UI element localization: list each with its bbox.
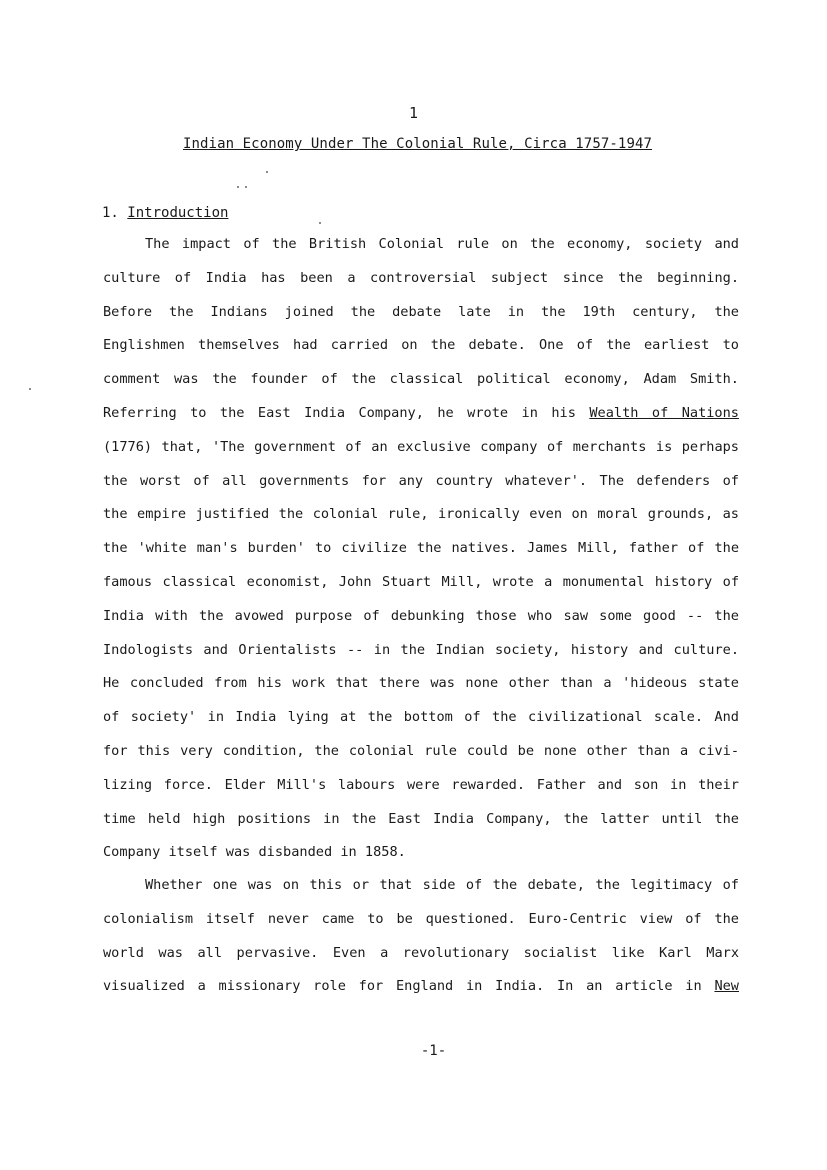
chapter-number: 1 xyxy=(408,104,419,122)
chapter-title: Indian Economy Under The Colonial Rule, Circa 1757-1947 xyxy=(182,136,653,152)
text-line xyxy=(103,397,739,431)
text-line: Whether one was on this or that side of the debate, the legitimacy of xyxy=(145,877,739,893)
section-heading xyxy=(102,205,228,221)
text-line: for this very condition, the colonial rule could be none other than a civi- xyxy=(103,742,739,759)
text-line: world was all pervasive. Even a revolutionary socialist like Karl Marx xyxy=(103,944,739,961)
scan-speck xyxy=(29,388,31,390)
text-line: the worst of all governments for any country whatever'. The defenders of xyxy=(103,472,739,489)
text-line xyxy=(103,970,739,1004)
scan-speck xyxy=(319,222,321,224)
newspaper-title: New xyxy=(714,978,739,995)
text-line: Company itself was disbanded in 1858. xyxy=(103,844,406,861)
text-line-part: visualized a missionary role for England in India. In an article in xyxy=(103,978,715,995)
text-line: of society' in India lying at the bottom of the civilizational scale. And xyxy=(103,709,739,726)
section-title: Introduction xyxy=(127,205,229,221)
paragraph-2 xyxy=(103,869,739,1004)
text-line: the empire justified the colonial rule, ironically even on moral grounds, as xyxy=(103,506,739,523)
text-line: time held high positions in the East India Company, the latter until the xyxy=(103,810,739,827)
text-line-part: Referring to the East India Company, he wrote in his xyxy=(103,404,590,421)
text-line: comment was the founder of the classical political economy, Adam Smith. xyxy=(103,371,739,388)
text-line: Englishmen themselves had carried on the debate. One of the earliest to xyxy=(103,337,739,354)
text-line: (1776) that, 'The government of an exclusive company of merchants is perhaps xyxy=(103,438,739,455)
text-line: famous classical economist, John Stuart Mill, wrote a monumental history of xyxy=(103,573,739,590)
text-line: culture of India has been a controversial subject since the beginning. xyxy=(103,269,739,286)
text-line: Indologists and Orientalists -- in the Indian society, history and culture. xyxy=(103,641,739,658)
text-line: the 'white man's burden' to civilize the natives. James Mill, father of the xyxy=(103,540,739,557)
text-line: lizing force. Elder Mill's labours were rewarded. Father and son in their xyxy=(103,776,739,793)
section-number: 1. xyxy=(102,205,119,221)
scan-speck xyxy=(266,171,268,173)
text-line: India with the avowed purpose of debunking those who saw some good -- the xyxy=(103,607,739,624)
text-line: He concluded from his work that there was none other than a 'hideous state xyxy=(103,675,739,692)
book-title: Wealth of Nations xyxy=(589,404,739,421)
scan-speck xyxy=(237,186,239,188)
scan-speck xyxy=(245,186,247,188)
page-number: -1- xyxy=(420,1043,447,1059)
paragraph-1 xyxy=(103,228,739,870)
text-line: The impact of the British Colonial rule on the economy, society and xyxy=(145,236,739,252)
text-line: colonialism itself never came to be questioned. Euro-Centric view of the xyxy=(103,910,739,927)
text-line: Before the Indians joined the debate late in the 19th century, the xyxy=(103,303,739,320)
